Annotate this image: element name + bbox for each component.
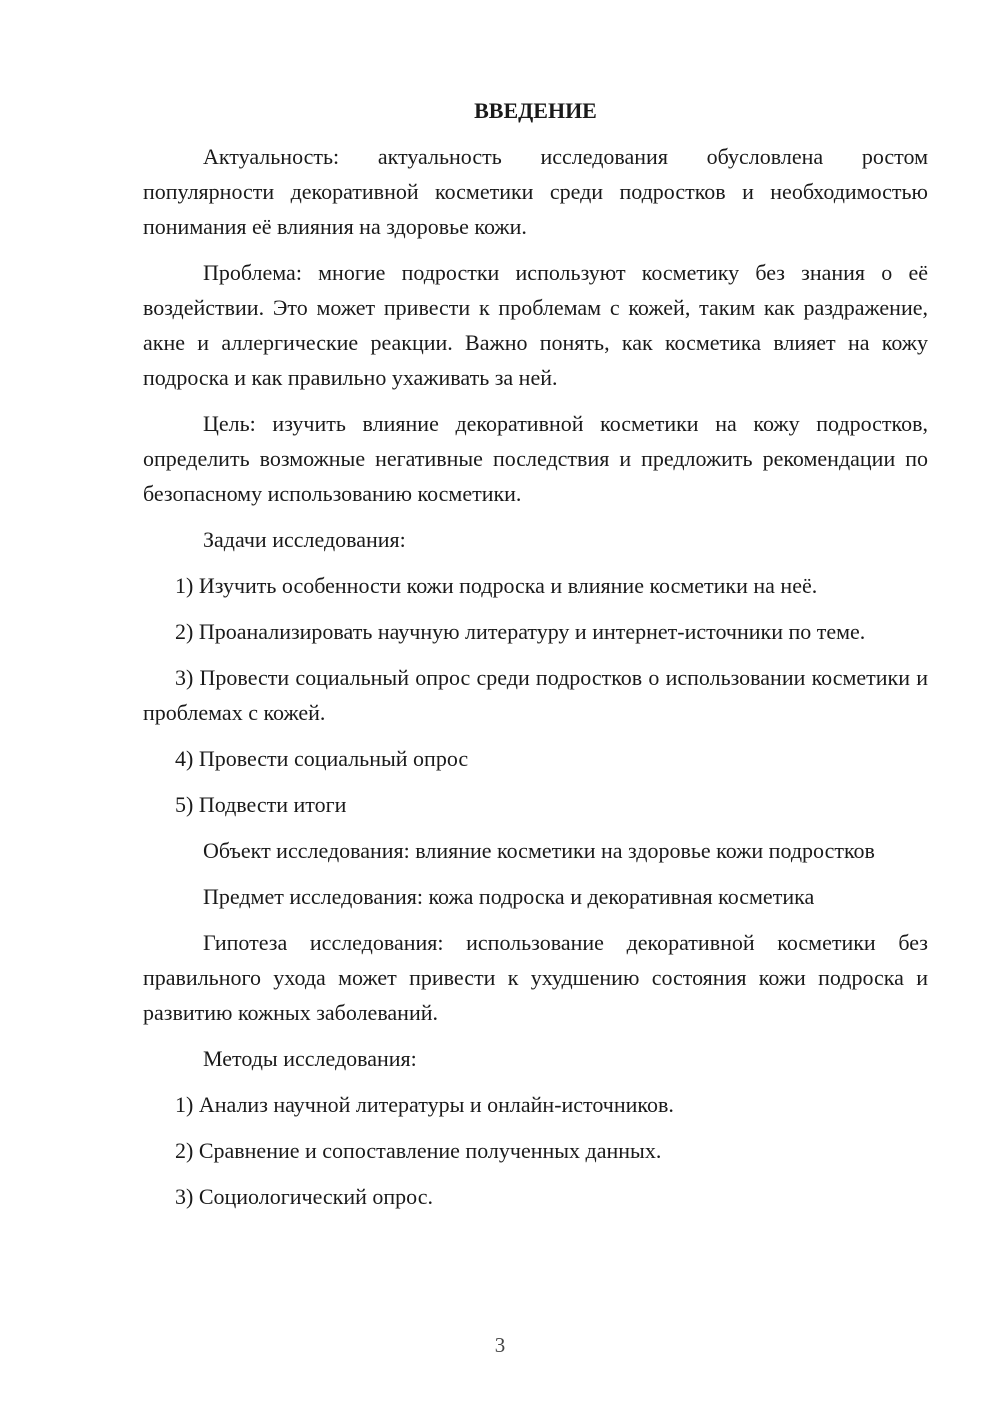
page-number: 3 [494, 1333, 506, 1357]
tasks-heading: Задачи исследования: [203, 527, 406, 552]
task-item: 4) Провести социальный опрос [175, 746, 469, 771]
task-item: 3) Провести социальный опрос среди подростков о использовании косметики и проблемах с кожей. [143, 665, 928, 725]
document-body [143, 96, 928, 1225]
research-object-paragraph: Объект исследования: влияние косметики на здоровье кожи подростков [203, 838, 875, 863]
research-subject-paragraph: Предмет исследования: кожа подроска и декоративная косметика [203, 884, 815, 909]
section-title: ВВЕДЕНИЕ [474, 98, 597, 123]
hypothesis-paragraph: Гипотеза исследования: использование декоративной косметики без правильного ухода может привести к ухудшению состояния кожи подроска и развитию кожных заболеваний. [143, 930, 928, 1025]
goal-paragraph: Цель: изучить влияние декоративной косметики на кожу подростков, определить возможные негативные последствия и предложить рекомендации по безопасному использованию косметики. [143, 411, 928, 506]
task-item: 5) Подвести итоги [175, 792, 347, 817]
methods-heading: Методы исследования: [203, 1046, 417, 1071]
task-item: 1) Изучить особенности кожи подроска и влияние косметики на неё. [175, 573, 818, 598]
method-item: 2) Сравнение и сопоставление полученных данных. [175, 1138, 662, 1163]
relevance-paragraph: Актуальность: актуальность исследования обусловлена ростом популярности декоративной косметики среди подростков и необходимостью понимания её влияния на здоровье кожи. [143, 144, 928, 239]
problem-paragraph: Проблема: многие подростки используют косметику без знания о её воздействии. Это может привести к проблемам с кожей, таким как раздражение, акне и аллергические реакции. Важно понять, как косметика влияет на кожу подроска и как правильно ухаживать за ней. [143, 260, 928, 390]
method-item: 3) Социологический опрос. [175, 1184, 433, 1209]
method-item: 1) Анализ научной литературы и онлайн-источников. [175, 1092, 674, 1117]
task-item: 2) Проанализировать научную литературу и интернет-источники по теме. [175, 619, 866, 644]
